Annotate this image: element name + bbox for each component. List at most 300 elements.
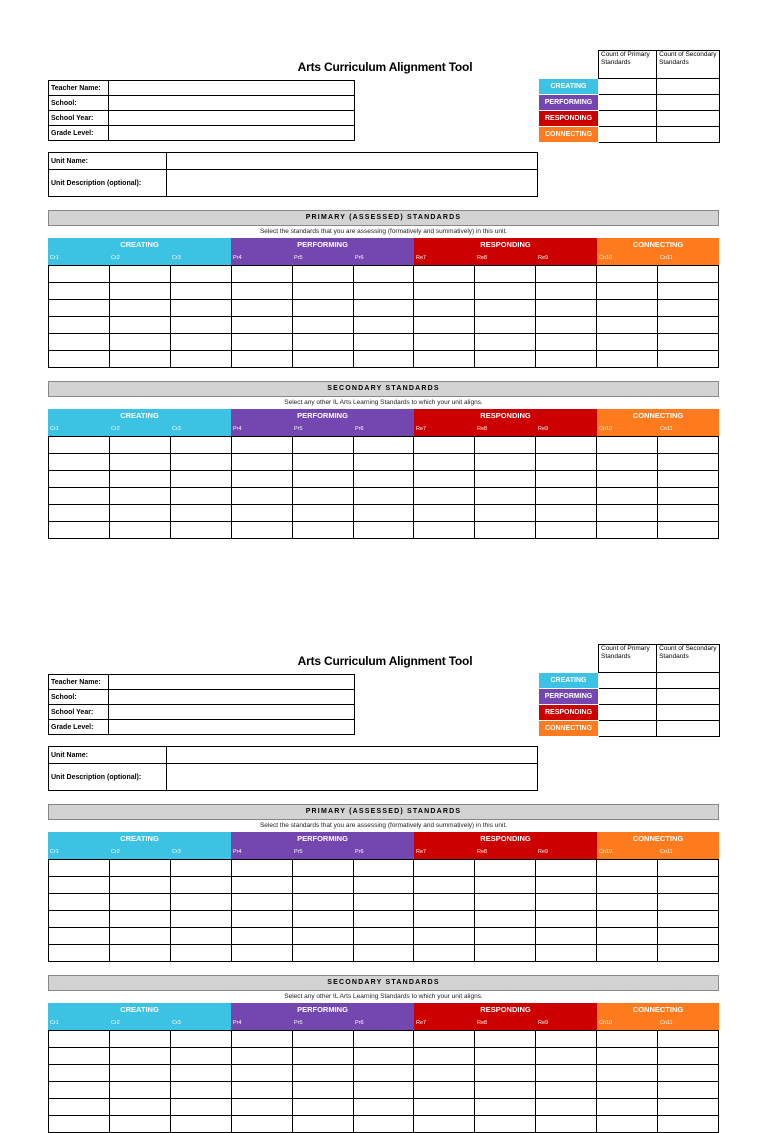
- standard-select-cell[interactable]: [170, 1065, 231, 1082]
- standard-select-cell[interactable]: [658, 945, 719, 962]
- standard-select-cell[interactable]: [536, 471, 597, 488]
- standard-select-cell[interactable]: [231, 266, 292, 283]
- standard-select-cell[interactable]: [536, 1099, 597, 1116]
- standard-select-cell[interactable]: [170, 911, 231, 928]
- standard-select-cell[interactable]: [658, 266, 719, 283]
- standard-select-cell[interactable]: [353, 1082, 414, 1099]
- standard-select-cell[interactable]: [353, 877, 414, 894]
- standard-select-cell[interactable]: [475, 437, 536, 454]
- standard-select-cell[interactable]: [109, 454, 170, 471]
- standard-select-cell[interactable]: [658, 334, 719, 351]
- standard-select-cell[interactable]: [109, 266, 170, 283]
- standard-select-cell[interactable]: [170, 1048, 231, 1065]
- standard-select-cell[interactable]: [475, 454, 536, 471]
- standard-select-cell[interactable]: [292, 266, 353, 283]
- primary-standards-subtitle: Select the standards that you are assessing (formatively and summatively) in this unit.: [259, 822, 508, 829]
- standard-select-cell[interactable]: [231, 945, 292, 962]
- standard-code: Re7: [414, 423, 475, 436]
- standard-select-cell[interactable]: [231, 334, 292, 351]
- standard-select-cell[interactable]: [353, 454, 414, 471]
- standard-select-cell[interactable]: [414, 283, 475, 300]
- standard-select-cell[interactable]: [597, 471, 658, 488]
- standard-select-cell[interactable]: [353, 266, 414, 283]
- standard-code: Re8: [475, 252, 536, 265]
- standard-select-cell[interactable]: [109, 1048, 170, 1065]
- standard-select-cell[interactable]: [536, 1082, 597, 1099]
- standard-select-cell[interactable]: [353, 1031, 414, 1048]
- standard-select-cell[interactable]: [353, 437, 414, 454]
- standard-select-cell[interactable]: [231, 894, 292, 911]
- standard-select-cell[interactable]: [658, 1116, 719, 1133]
- standard-select-cell[interactable]: [170, 877, 231, 894]
- unit-description-field[interactable]: [167, 170, 538, 197]
- standard-select-cell[interactable]: [292, 437, 353, 454]
- standard-select-cell[interactable]: [475, 334, 536, 351]
- standard-select-cell[interactable]: [231, 522, 292, 539]
- standard-select-cell[interactable]: [475, 1116, 536, 1133]
- standard-select-cell[interactable]: [109, 283, 170, 300]
- standard-select-cell[interactable]: [658, 860, 719, 877]
- standard-select-cell[interactable]: [353, 1048, 414, 1065]
- standard-select-cell[interactable]: [49, 351, 110, 368]
- standard-select-cell[interactable]: [414, 945, 475, 962]
- standard-select-cell[interactable]: [414, 894, 475, 911]
- standard-select-cell[interactable]: [49, 266, 110, 283]
- standard-select-cell[interactable]: [597, 522, 658, 539]
- standard-select-cell[interactable]: [414, 488, 475, 505]
- standard-select-cell[interactable]: [49, 437, 110, 454]
- standard-select-cell[interactable]: [475, 300, 536, 317]
- standard-select-cell[interactable]: [597, 911, 658, 928]
- standard-select-cell[interactable]: [475, 471, 536, 488]
- school-field[interactable]: [109, 96, 355, 111]
- standard-select-cell[interactable]: [109, 877, 170, 894]
- unit-name-field[interactable]: [167, 747, 538, 764]
- category-performing: PERFORMING: [231, 238, 414, 252]
- standard-select-cell[interactable]: [414, 860, 475, 877]
- standard-select-cell[interactable]: [414, 1099, 475, 1116]
- standard-select-cell[interactable]: [353, 1116, 414, 1133]
- standard-select-cell[interactable]: [414, 1082, 475, 1099]
- standard-select-cell[interactable]: [414, 1065, 475, 1082]
- standard-select-cell[interactable]: [109, 928, 170, 945]
- standard-select-cell[interactable]: [658, 488, 719, 505]
- standard-select-cell[interactable]: [658, 894, 719, 911]
- grade-level-field[interactable]: [109, 126, 355, 141]
- standard-select-cell[interactable]: [231, 300, 292, 317]
- creating-count-label: CREATING: [539, 673, 599, 689]
- standard-select-cell[interactable]: [536, 945, 597, 962]
- standard-select-cell[interactable]: [658, 300, 719, 317]
- standard-select-cell[interactable]: [231, 283, 292, 300]
- standard-select-cell[interactable]: [49, 1048, 110, 1065]
- standard-select-cell[interactable]: [170, 437, 231, 454]
- standard-select-cell[interactable]: [353, 505, 414, 522]
- standard-select-cell[interactable]: [109, 894, 170, 911]
- standard-select-cell[interactable]: [414, 334, 475, 351]
- standard-select-cell[interactable]: [170, 860, 231, 877]
- standard-select-cell[interactable]: [49, 860, 110, 877]
- standard-select-cell[interactable]: [231, 454, 292, 471]
- standard-select-cell[interactable]: [49, 317, 110, 334]
- standard-select-cell[interactable]: [49, 1099, 110, 1116]
- standard-select-cell[interactable]: [170, 1116, 231, 1133]
- standard-select-cell[interactable]: [353, 1065, 414, 1082]
- standard-select-cell[interactable]: [49, 300, 110, 317]
- standard-select-cell[interactable]: [170, 505, 231, 522]
- standard-select-cell[interactable]: [536, 266, 597, 283]
- standard-select-cell[interactable]: [658, 505, 719, 522]
- standard-select-cell[interactable]: [231, 877, 292, 894]
- standard-select-cell[interactable]: [109, 1099, 170, 1116]
- standard-select-cell[interactable]: [475, 1082, 536, 1099]
- standard-select-cell[interactable]: [658, 1031, 719, 1048]
- standard-select-cell[interactable]: [292, 945, 353, 962]
- standard-select-cell[interactable]: [353, 334, 414, 351]
- standard-select-cell[interactable]: [597, 454, 658, 471]
- standard-select-cell[interactable]: [658, 877, 719, 894]
- standard-select-cell[interactable]: [49, 1031, 110, 1048]
- unit-name-label: Unit Name:: [49, 747, 167, 764]
- standard-select-cell[interactable]: [109, 437, 170, 454]
- standard-select-cell[interactable]: [109, 300, 170, 317]
- standard-select-cell[interactable]: [49, 945, 110, 962]
- standard-select-cell[interactable]: [49, 1065, 110, 1082]
- standard-select-cell[interactable]: [597, 505, 658, 522]
- standard-select-cell[interactable]: [292, 471, 353, 488]
- standard-select-cell[interactable]: [109, 334, 170, 351]
- standard-select-cell[interactable]: [475, 522, 536, 539]
- standard-select-cell[interactable]: [292, 1031, 353, 1048]
- standard-select-cell[interactable]: [170, 1082, 231, 1099]
- standard-select-cell[interactable]: [292, 877, 353, 894]
- standard-select-cell[interactable]: [536, 454, 597, 471]
- standard-select-cell[interactable]: [353, 488, 414, 505]
- standard-select-cell[interactable]: [414, 877, 475, 894]
- unit-name-label: Unit Name:: [49, 153, 167, 170]
- school-year-field[interactable]: [109, 705, 355, 720]
- standard-select-cell[interactable]: [536, 351, 597, 368]
- standard-select-cell[interactable]: [49, 488, 110, 505]
- standard-select-cell[interactable]: [109, 471, 170, 488]
- standard-select-cell[interactable]: [49, 334, 110, 351]
- standard-select-cell[interactable]: [658, 454, 719, 471]
- standard-select-cell[interactable]: [231, 1048, 292, 1065]
- standard-select-cell[interactable]: [49, 894, 110, 911]
- standard-select-cell[interactable]: [170, 1099, 231, 1116]
- standard-select-cell[interactable]: [231, 911, 292, 928]
- standard-select-cell[interactable]: [414, 471, 475, 488]
- standard-select-cell[interactable]: [170, 945, 231, 962]
- standard-select-cell[interactable]: [475, 945, 536, 962]
- standard-select-cell[interactable]: [109, 911, 170, 928]
- standard-select-cell[interactable]: [170, 488, 231, 505]
- standard-select-cell[interactable]: [353, 911, 414, 928]
- standard-select-cell[interactable]: [536, 928, 597, 945]
- standard-select-cell[interactable]: [414, 317, 475, 334]
- standard-select-cell[interactable]: [292, 1116, 353, 1133]
- standard-select-cell[interactable]: [658, 437, 719, 454]
- standard-select-cell[interactable]: [170, 522, 231, 539]
- standard-select-cell[interactable]: [597, 300, 658, 317]
- standard-select-cell[interactable]: [170, 894, 231, 911]
- standard-select-cell[interactable]: [292, 334, 353, 351]
- standard-select-cell[interactable]: [414, 505, 475, 522]
- standard-select-cell[interactable]: [597, 437, 658, 454]
- standard-select-cell[interactable]: [49, 522, 110, 539]
- standard-select-cell[interactable]: [414, 266, 475, 283]
- standard-select-cell[interactable]: [170, 471, 231, 488]
- standard-select-cell[interactable]: [414, 437, 475, 454]
- standard-select-cell[interactable]: [475, 317, 536, 334]
- standard-select-cell[interactable]: [475, 894, 536, 911]
- standard-select-cell[interactable]: [292, 522, 353, 539]
- standard-select-cell[interactable]: [658, 911, 719, 928]
- standard-select-cell[interactable]: [109, 317, 170, 334]
- standard-select-cell[interactable]: [658, 471, 719, 488]
- standard-select-cell[interactable]: [170, 334, 231, 351]
- standards-row: [49, 860, 719, 877]
- standard-select-cell[interactable]: [109, 488, 170, 505]
- standard-select-cell[interactable]: [231, 1116, 292, 1133]
- standard-select-cell[interactable]: [49, 283, 110, 300]
- standard-select-cell[interactable]: [353, 351, 414, 368]
- standard-select-cell[interactable]: [475, 266, 536, 283]
- standard-select-cell[interactable]: [109, 1116, 170, 1133]
- standard-select-cell[interactable]: [597, 1099, 658, 1116]
- standard-select-cell[interactable]: [658, 317, 719, 334]
- standard-select-cell[interactable]: [231, 1099, 292, 1116]
- standard-select-cell[interactable]: [353, 283, 414, 300]
- standard-select-cell[interactable]: [475, 283, 536, 300]
- performing-secondary-count: [657, 689, 720, 705]
- standard-select-cell[interactable]: [597, 334, 658, 351]
- standard-select-cell[interactable]: [292, 454, 353, 471]
- standard-select-cell[interactable]: [536, 1065, 597, 1082]
- standard-select-cell[interactable]: [170, 1031, 231, 1048]
- category-connecting: CONNECTING: [597, 238, 719, 252]
- standard-select-cell[interactable]: [292, 1082, 353, 1099]
- standard-select-cell[interactable]: [353, 860, 414, 877]
- standard-select-cell[interactable]: [475, 1065, 536, 1082]
- standard-select-cell[interactable]: [292, 1099, 353, 1116]
- standard-select-cell[interactable]: [597, 266, 658, 283]
- standard-select-cell[interactable]: [231, 351, 292, 368]
- standard-select-cell[interactable]: [170, 317, 231, 334]
- standard-select-cell[interactable]: [597, 1048, 658, 1065]
- standard-select-cell[interactable]: [170, 266, 231, 283]
- standard-select-cell[interactable]: [414, 1048, 475, 1065]
- standard-select-cell[interactable]: [475, 877, 536, 894]
- standard-select-cell[interactable]: [475, 928, 536, 945]
- standard-code: Cn10: [597, 252, 658, 265]
- school-field[interactable]: [109, 690, 355, 705]
- standard-select-cell[interactable]: [231, 488, 292, 505]
- standard-select-cell[interactable]: [353, 928, 414, 945]
- standard-select-cell[interactable]: [231, 471, 292, 488]
- standard-select-cell[interactable]: [536, 911, 597, 928]
- standard-select-cell[interactable]: [597, 1116, 658, 1133]
- standard-select-cell[interactable]: [536, 522, 597, 539]
- standard-select-cell[interactable]: [536, 488, 597, 505]
- standard-select-cell[interactable]: [353, 317, 414, 334]
- standard-select-cell[interactable]: [231, 1031, 292, 1048]
- standard-select-cell[interactable]: [536, 283, 597, 300]
- standard-select-cell[interactable]: [353, 1099, 414, 1116]
- standard-select-cell[interactable]: [49, 928, 110, 945]
- standard-select-cell[interactable]: [414, 911, 475, 928]
- standard-select-cell[interactable]: [231, 1065, 292, 1082]
- standard-select-cell[interactable]: [292, 911, 353, 928]
- standard-select-cell[interactable]: [414, 1116, 475, 1133]
- standard-select-cell[interactable]: [109, 1082, 170, 1099]
- standard-select-cell[interactable]: [536, 860, 597, 877]
- standard-select-cell[interactable]: [658, 1099, 719, 1116]
- standard-select-cell[interactable]: [658, 928, 719, 945]
- standard-select-cell[interactable]: [475, 860, 536, 877]
- standard-select-cell[interactable]: [658, 1082, 719, 1099]
- standard-select-cell[interactable]: [597, 1031, 658, 1048]
- standard-select-cell[interactable]: [597, 488, 658, 505]
- standard-select-cell[interactable]: [170, 928, 231, 945]
- standard-select-cell[interactable]: [292, 860, 353, 877]
- school-year-label: School Year:: [49, 111, 109, 126]
- standard-select-cell[interactable]: [475, 351, 536, 368]
- standard-select-cell[interactable]: [597, 1082, 658, 1099]
- standard-select-cell[interactable]: [536, 334, 597, 351]
- standard-select-cell[interactable]: [109, 505, 170, 522]
- standard-select-cell[interactable]: [597, 351, 658, 368]
- standard-select-cell[interactable]: [109, 860, 170, 877]
- standard-select-cell[interactable]: [414, 351, 475, 368]
- connecting-count-label: CONNECTING: [539, 721, 599, 737]
- standard-select-cell[interactable]: [597, 894, 658, 911]
- standard-select-cell[interactable]: [292, 317, 353, 334]
- standard-select-cell[interactable]: [49, 1082, 110, 1099]
- school-label: School:: [49, 690, 109, 705]
- standard-select-cell[interactable]: [170, 454, 231, 471]
- teacher-name-field[interactable]: [109, 81, 355, 96]
- standard-code: Cn10: [597, 1017, 658, 1030]
- standard-select-cell[interactable]: [475, 1099, 536, 1116]
- category-creating: CREATING: [48, 238, 231, 252]
- standard-select-cell[interactable]: [292, 300, 353, 317]
- standard-select-cell[interactable]: [475, 1031, 536, 1048]
- standard-select-cell[interactable]: [49, 505, 110, 522]
- standard-select-cell[interactable]: [353, 945, 414, 962]
- standard-select-cell[interactable]: [414, 454, 475, 471]
- unit-description-field[interactable]: [167, 764, 538, 791]
- standard-select-cell[interactable]: [170, 300, 231, 317]
- standard-select-cell[interactable]: [231, 860, 292, 877]
- standard-select-cell[interactable]: [475, 911, 536, 928]
- standard-select-cell[interactable]: [292, 1065, 353, 1082]
- standard-select-cell[interactable]: [414, 300, 475, 317]
- standard-select-cell[interactable]: [536, 437, 597, 454]
- standard-select-cell[interactable]: [292, 488, 353, 505]
- standard-select-cell[interactable]: [536, 1048, 597, 1065]
- grade-level-field[interactable]: [109, 720, 355, 735]
- standard-select-cell[interactable]: [353, 300, 414, 317]
- standard-select-cell[interactable]: [597, 1065, 658, 1082]
- standard-select-cell[interactable]: [109, 1065, 170, 1082]
- standard-select-cell[interactable]: [109, 351, 170, 368]
- standard-select-cell[interactable]: [353, 894, 414, 911]
- standard-select-cell[interactable]: [170, 283, 231, 300]
- unit-name-field[interactable]: [167, 153, 538, 170]
- standard-select-cell[interactable]: [536, 1031, 597, 1048]
- standard-select-cell[interactable]: [597, 945, 658, 962]
- standard-select-cell[interactable]: [231, 505, 292, 522]
- standard-select-cell[interactable]: [292, 283, 353, 300]
- creating-secondary-count: [657, 79, 720, 95]
- standard-select-cell[interactable]: [536, 1116, 597, 1133]
- standard-code: Cn11: [658, 252, 719, 265]
- standard-select-cell[interactable]: [536, 894, 597, 911]
- standard-select-cell[interactable]: [353, 471, 414, 488]
- standard-select-cell[interactable]: [231, 317, 292, 334]
- standard-select-cell[interactable]: [231, 1082, 292, 1099]
- standard-select-cell[interactable]: [49, 1116, 110, 1133]
- standard-select-cell[interactable]: [658, 1065, 719, 1082]
- standard-select-cell[interactable]: [49, 471, 110, 488]
- standard-select-cell[interactable]: [292, 351, 353, 368]
- standard-select-cell[interactable]: [109, 1031, 170, 1048]
- standard-select-cell[interactable]: [49, 454, 110, 471]
- standards-row: [49, 351, 719, 368]
- secondary-count-header: Count of Secondary Standards: [657, 645, 720, 673]
- standard-select-cell[interactable]: [414, 522, 475, 539]
- standard-select-cell[interactable]: [292, 928, 353, 945]
- teacher-name-field[interactable]: [109, 675, 355, 690]
- standard-select-cell[interactable]: [658, 283, 719, 300]
- standard-select-cell[interactable]: [658, 522, 719, 539]
- standard-select-cell[interactable]: [292, 894, 353, 911]
- standard-select-cell[interactable]: [414, 928, 475, 945]
- standard-select-cell[interactable]: [231, 928, 292, 945]
- standard-select-cell[interactable]: [658, 1048, 719, 1065]
- standard-select-cell[interactable]: [536, 505, 597, 522]
- standard-select-cell[interactable]: [414, 1031, 475, 1048]
- standard-select-cell[interactable]: [231, 437, 292, 454]
- standard-select-cell[interactable]: [536, 877, 597, 894]
- standard-select-cell[interactable]: [353, 522, 414, 539]
- standard-select-cell[interactable]: [475, 488, 536, 505]
- standard-select-cell[interactable]: [475, 505, 536, 522]
- standard-select-cell[interactable]: [536, 317, 597, 334]
- standard-select-cell[interactable]: [536, 300, 597, 317]
- standard-select-cell[interactable]: [49, 911, 110, 928]
- standard-select-cell[interactable]: [109, 522, 170, 539]
- standard-select-cell[interactable]: [475, 1048, 536, 1065]
- standard-select-cell[interactable]: [597, 877, 658, 894]
- standard-select-cell[interactable]: [658, 351, 719, 368]
- secondary-standards-section: [48, 381, 719, 539]
- school-year-field[interactable]: [109, 111, 355, 126]
- standard-select-cell[interactable]: [292, 505, 353, 522]
- standard-select-cell[interactable]: [49, 877, 110, 894]
- standard-select-cell[interactable]: [597, 860, 658, 877]
- standard-select-cell[interactable]: [597, 317, 658, 334]
- standard-select-cell[interactable]: [597, 928, 658, 945]
- standard-select-cell[interactable]: [170, 351, 231, 368]
- standard-select-cell[interactable]: [597, 283, 658, 300]
- alignment-tool-page: [0, 0, 768, 520]
- standard-select-cell[interactable]: [109, 945, 170, 962]
- standards-count-table: [538, 50, 720, 143]
- standard-select-cell[interactable]: [292, 1048, 353, 1065]
- standard-code: Re7: [414, 252, 475, 265]
